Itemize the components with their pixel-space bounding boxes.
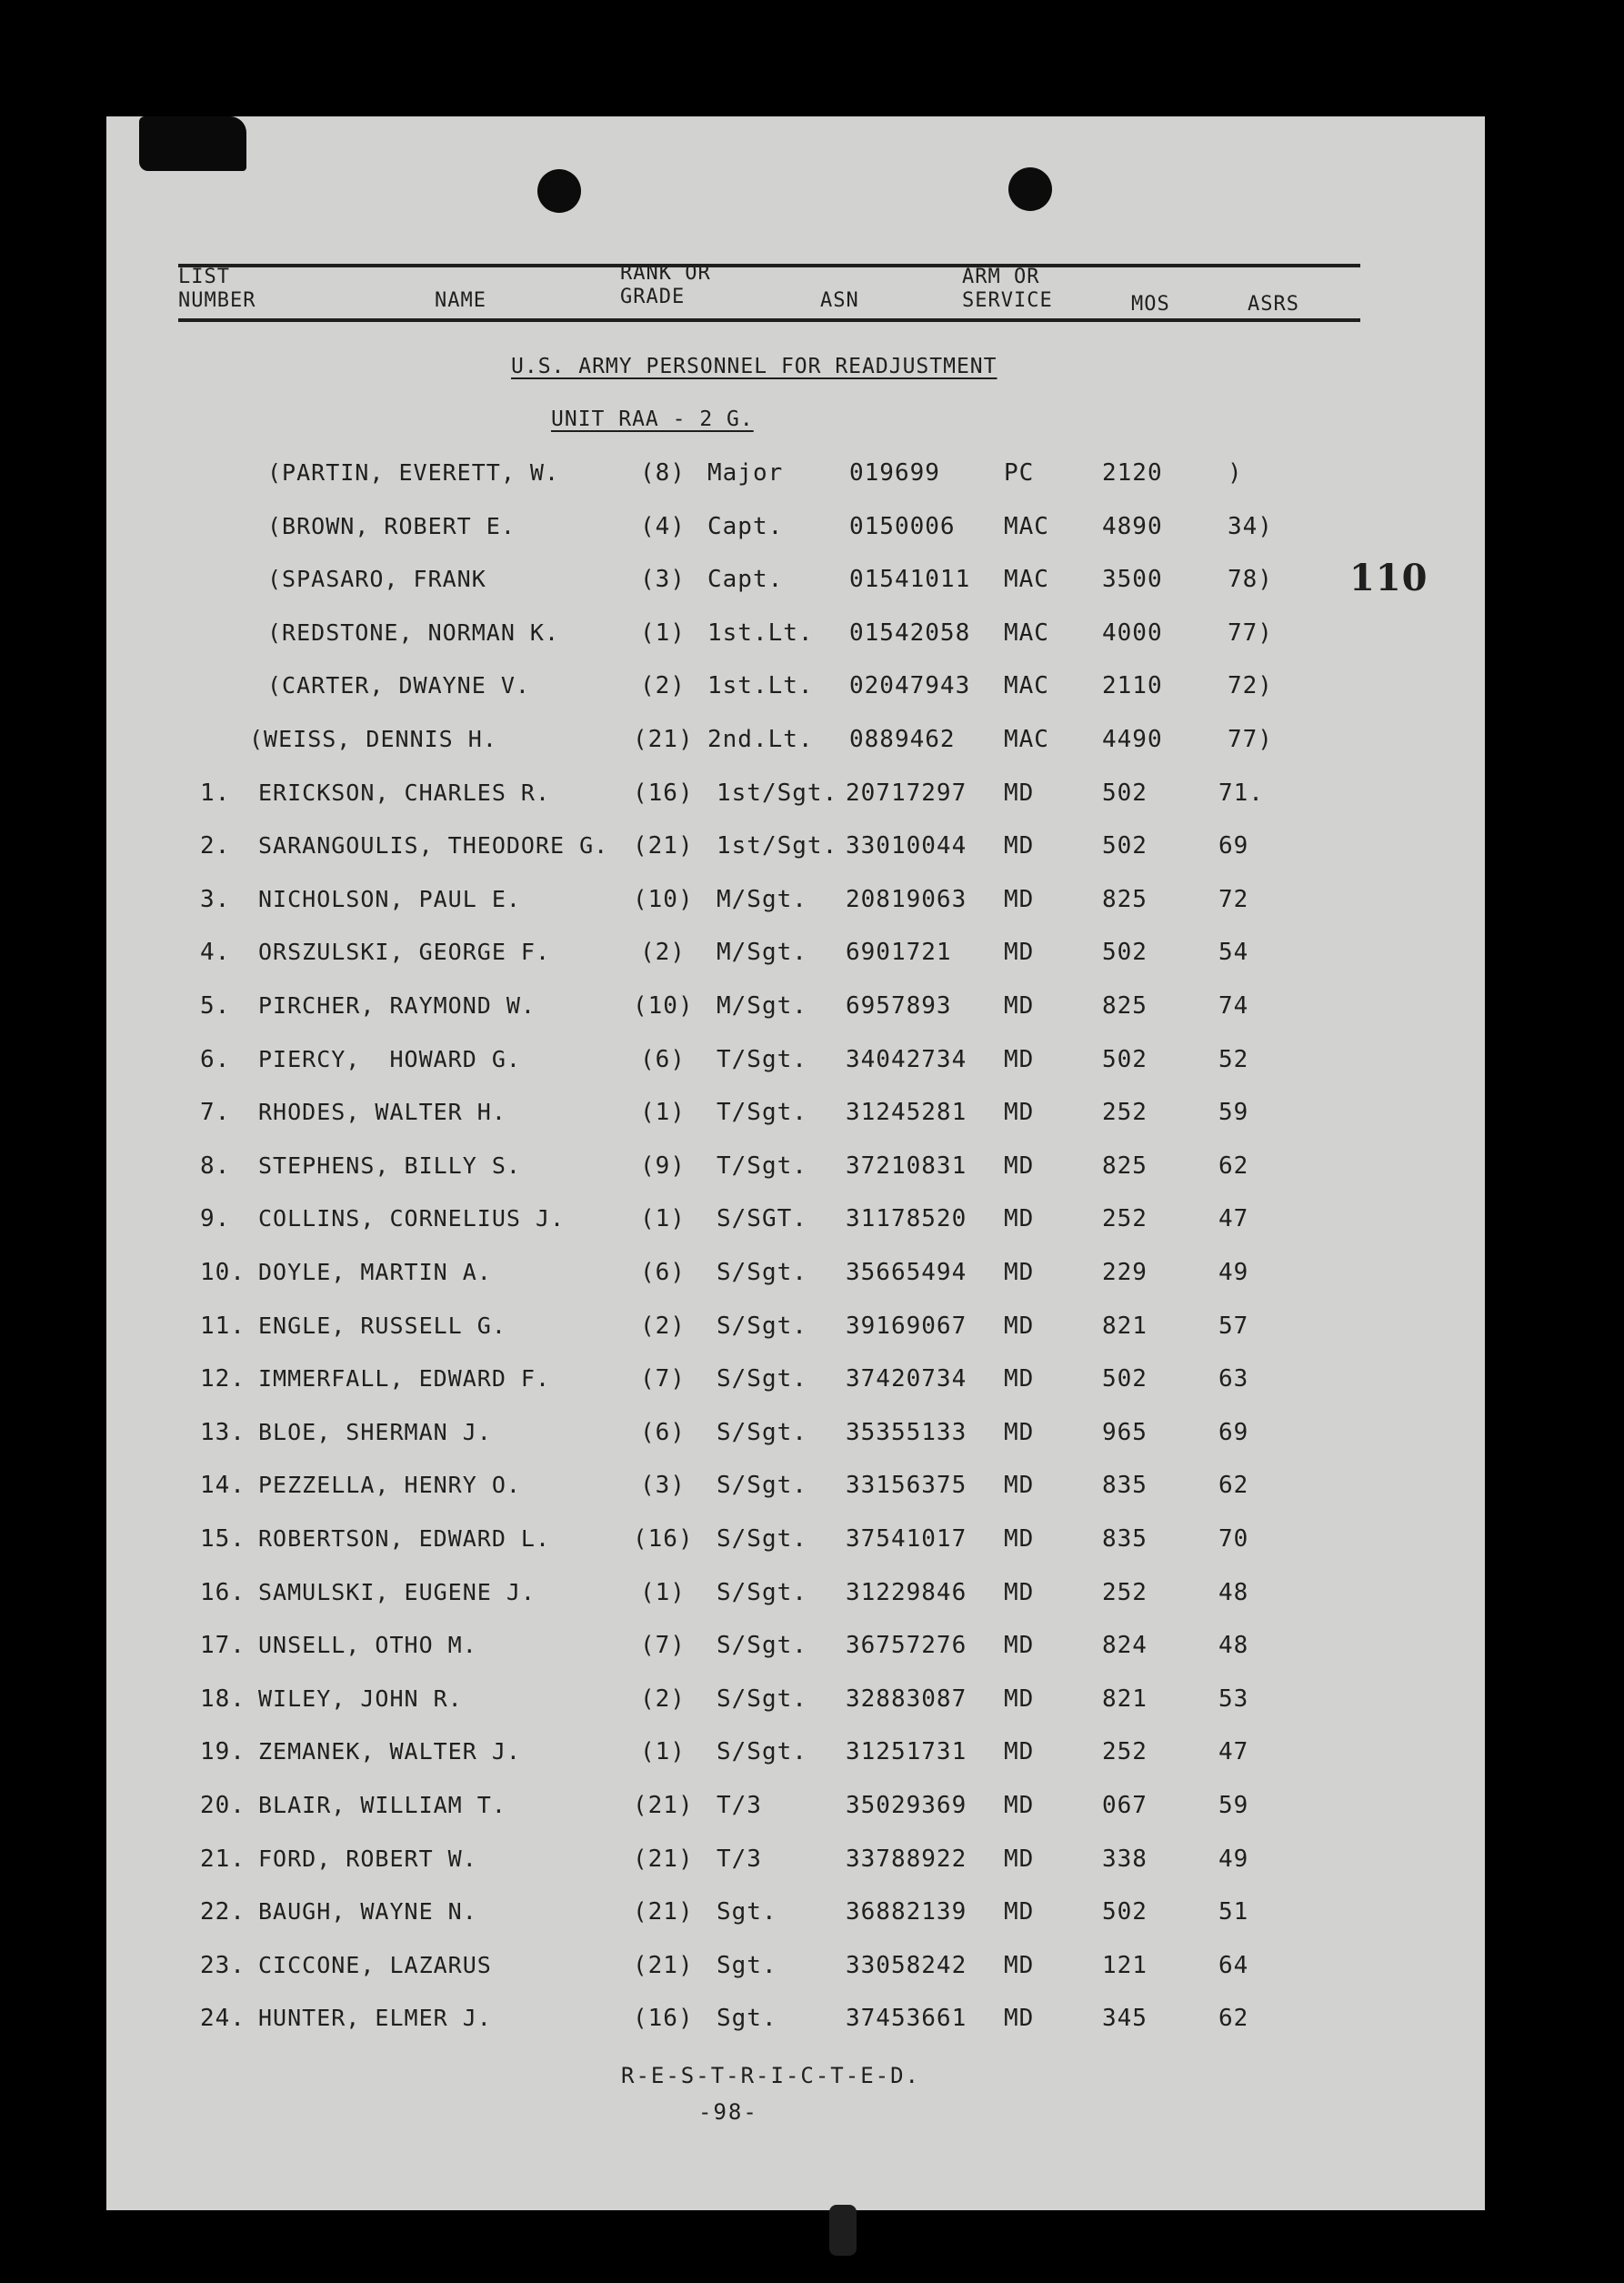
- row-name: RHODES, WALTER H.: [258, 1099, 506, 1126]
- row-name: (SPASARO, FRANK: [267, 566, 486, 593]
- row-name: STEPHENS, BILLY S.: [258, 1152, 521, 1179]
- row-rank: T/Sgt.: [717, 1045, 807, 1073]
- row-arm-service: MD: [1004, 1525, 1035, 1553]
- row-name: SAMULSKI, EUGENE J.: [258, 1578, 536, 1605]
- row-number: 10.: [200, 1259, 246, 1286]
- row-grade: (2): [640, 1312, 686, 1340]
- row-number: 19.: [200, 1738, 246, 1766]
- row-asn: 33010044: [846, 832, 967, 860]
- row-rank: 1st.Lt.: [707, 672, 814, 700]
- row-grade: (3): [640, 566, 686, 594]
- row-number: 11.: [200, 1312, 246, 1340]
- row-number: 7.: [200, 1099, 231, 1127]
- row-arm-service: MD: [1004, 1045, 1035, 1073]
- row-asn: 37453661: [846, 2005, 967, 2033]
- table-row: [0, 1099, 1624, 1135]
- row-mos: 229: [1102, 1259, 1148, 1286]
- row-asn: 37420734: [846, 1365, 967, 1393]
- row-asn: 32883087: [846, 1685, 967, 1713]
- row-asn: 6901721: [846, 939, 952, 967]
- row-mos: 821: [1102, 1312, 1148, 1340]
- row-rank: T/3: [717, 1845, 762, 1873]
- row-mos: 4490: [1102, 726, 1163, 753]
- row-grade: (21): [633, 1898, 694, 1926]
- row-arm-service: PC: [1004, 459, 1035, 487]
- row-name: ERICKSON, CHARLES R.: [258, 779, 551, 806]
- row-mos: 3500: [1102, 566, 1163, 594]
- row-rank: M/Sgt.: [717, 992, 807, 1020]
- row-grade: (1): [640, 1738, 686, 1766]
- table-row: [0, 459, 1624, 496]
- row-asn: 34042734: [846, 1045, 967, 1073]
- row-name: (BROWN, ROBERT E.: [267, 512, 516, 539]
- row-mos: 502: [1102, 939, 1148, 967]
- row-mos: 2110: [1102, 672, 1163, 700]
- row-mos: 825: [1102, 885, 1148, 913]
- restricted-marking: R-E-S-T-R-I-C-T-E-D.: [621, 2063, 920, 2088]
- header-arm-or-service: ARM OR SERVICE: [962, 266, 1053, 312]
- row-grade: (10): [633, 885, 694, 913]
- row-asn: 31251731: [846, 1738, 967, 1766]
- row-name: ROBERTSON, EDWARD L.: [258, 1525, 551, 1552]
- row-mos: 338: [1102, 1845, 1148, 1873]
- row-mos: 825: [1102, 1152, 1148, 1180]
- header-list-number: LIST NUMBER: [178, 266, 256, 312]
- table-row: [0, 1312, 1624, 1349]
- row-asrs: 70: [1218, 1525, 1249, 1553]
- row-asrs: 49: [1218, 1845, 1249, 1873]
- table-row: [0, 1898, 1624, 1935]
- row-rank: S/Sgt.: [717, 1472, 807, 1500]
- row-arm-service: MD: [1004, 832, 1035, 860]
- row-mos: 4890: [1102, 512, 1163, 540]
- row-asrs: 51: [1218, 1898, 1249, 1926]
- row-mos: 2120: [1102, 459, 1163, 487]
- row-asn: 37210831: [846, 1152, 967, 1180]
- row-asrs: 71.: [1218, 779, 1264, 807]
- row-asn: 0889462: [849, 726, 956, 753]
- table-row: [0, 1632, 1624, 1668]
- row-name: ENGLE, RUSSELL G.: [258, 1312, 506, 1339]
- row-name: WILEY, JOHN R.: [258, 1685, 463, 1712]
- row-name: PEZZELLA, HENRY O.: [258, 1472, 521, 1499]
- row-grade: (21): [633, 1845, 694, 1873]
- row-arm-service: MD: [1004, 779, 1035, 807]
- row-grade: (6): [640, 1045, 686, 1073]
- row-grade: (1): [640, 1205, 686, 1233]
- table-row: [0, 1792, 1624, 1828]
- table-row: [0, 1365, 1624, 1402]
- row-rank: S/SGT.: [717, 1205, 807, 1233]
- table-row: [0, 1579, 1624, 1615]
- row-rank: S/Sgt.: [717, 1685, 807, 1713]
- row-number: 8.: [200, 1152, 231, 1180]
- row-arm-service: MD: [1004, 1418, 1035, 1446]
- row-name: UNSELL, OTHO M.: [258, 1632, 477, 1659]
- row-asrs: 78): [1228, 566, 1273, 594]
- row-arm-service: MAC: [1004, 566, 1049, 594]
- row-asrs: 48: [1218, 1578, 1249, 1606]
- row-number: 21.: [200, 1845, 246, 1873]
- row-arm-service: MD: [1004, 939, 1035, 967]
- row-asn: 02047943: [849, 672, 971, 700]
- row-name: ZEMANEK, WALTER J.: [258, 1738, 521, 1765]
- row-mos: 965: [1102, 1418, 1148, 1446]
- row-rank: S/Sgt.: [717, 1418, 807, 1446]
- row-asn: 01541011: [849, 566, 971, 594]
- row-number: 6.: [200, 1045, 231, 1073]
- row-number: 20.: [200, 1792, 246, 1819]
- row-rank: Capt.: [707, 566, 784, 594]
- table-row: [0, 992, 1624, 1029]
- row-name: IMMERFALL, EDWARD F.: [258, 1365, 551, 1393]
- row-rank: T/Sgt.: [717, 1099, 807, 1127]
- row-asrs: 69: [1218, 1418, 1249, 1446]
- row-grade: (1): [640, 1099, 686, 1127]
- row-asn: 33058242: [846, 1951, 967, 1979]
- row-grade: (10): [633, 992, 694, 1020]
- row-arm-service: MD: [1004, 1738, 1035, 1766]
- row-mos: 825: [1102, 992, 1148, 1020]
- row-name: FORD, ROBERT W.: [258, 1845, 477, 1872]
- row-asrs: 62: [1218, 1152, 1249, 1180]
- row-asn: 31178520: [846, 1205, 967, 1233]
- row-grade: (1): [640, 1578, 686, 1606]
- row-arm-service: MAC: [1004, 619, 1049, 647]
- row-asn: 37541017: [846, 1525, 967, 1553]
- table-row: [0, 1152, 1624, 1189]
- table-row: [0, 886, 1624, 922]
- row-asrs: 62: [1218, 2005, 1249, 2033]
- row-grade: (6): [640, 1259, 686, 1286]
- row-rank: 1st.Lt.: [707, 619, 814, 647]
- row-number: 9.: [200, 1205, 231, 1233]
- row-arm-service: MD: [1004, 1152, 1035, 1180]
- row-grade: (9): [640, 1152, 686, 1180]
- table-row: [0, 1419, 1624, 1455]
- table-row: [0, 566, 1624, 602]
- row-asrs: 64: [1218, 1951, 1249, 1979]
- row-number: 22.: [200, 1898, 246, 1926]
- row-number: 5.: [200, 992, 231, 1020]
- row-number: 17.: [200, 1632, 246, 1660]
- row-name: (PARTIN, EVERETT, W.: [267, 459, 560, 486]
- row-mos: 121: [1102, 1951, 1148, 1979]
- row-mos: 502: [1102, 779, 1148, 807]
- table-row: [0, 2005, 1624, 2041]
- row-rank: S/Sgt.: [717, 1312, 807, 1340]
- row-asrs: 53: [1218, 1685, 1249, 1713]
- row-arm-service: MD: [1004, 1951, 1035, 1979]
- row-rank: S/Sgt.: [717, 1632, 807, 1660]
- row-arm-service: MD: [1004, 992, 1035, 1020]
- row-name: BLOE, SHERMAN J.: [258, 1418, 492, 1445]
- row-asrs: 62: [1218, 1472, 1249, 1500]
- row-mos: 502: [1102, 832, 1148, 860]
- row-name: PIRCHER, RAYMOND W.: [258, 992, 536, 1019]
- row-asrs: 54: [1218, 939, 1249, 967]
- row-rank: Sgt.: [717, 2005, 777, 2033]
- row-mos: 835: [1102, 1472, 1148, 1500]
- row-name: NICHOLSON, PAUL E.: [258, 885, 521, 912]
- row-asrs: 48: [1218, 1632, 1249, 1660]
- row-grade: (21): [633, 832, 694, 860]
- row-name: COLLINS, CORNELIUS J.: [258, 1205, 566, 1232]
- row-grade: (7): [640, 1365, 686, 1393]
- row-arm-service: MD: [1004, 1685, 1035, 1713]
- row-arm-service: MD: [1004, 1845, 1035, 1873]
- row-grade: (2): [640, 939, 686, 967]
- row-grade: (2): [640, 672, 686, 700]
- row-number: 3.: [200, 885, 231, 913]
- row-name: BAUGH, WAYNE N.: [258, 1898, 477, 1926]
- row-arm-service: MD: [1004, 1472, 1035, 1500]
- row-asrs: 34): [1228, 512, 1273, 540]
- side-page-number: 110: [1349, 557, 1429, 599]
- row-asn: 36882139: [846, 1898, 967, 1926]
- row-arm-service: MD: [1004, 1632, 1035, 1660]
- row-asrs: 77): [1228, 619, 1273, 647]
- row-mos: 252: [1102, 1738, 1148, 1766]
- row-arm-service: MD: [1004, 2005, 1035, 2033]
- table-row: [0, 832, 1624, 869]
- row-asrs: 72: [1218, 885, 1249, 913]
- row-name: ORSZULSKI, GEORGE F.: [258, 939, 551, 966]
- table-row: [0, 1846, 1624, 1882]
- header-rule-top: [178, 264, 1360, 267]
- row-rank: M/Sgt.: [717, 885, 807, 913]
- row-grade: (16): [633, 779, 694, 807]
- row-number: 23.: [200, 1951, 246, 1979]
- row-asrs: 49: [1218, 1259, 1249, 1286]
- row-asn: 20717297: [846, 779, 967, 807]
- row-mos: 502: [1102, 1045, 1148, 1073]
- row-asrs: 59: [1218, 1792, 1249, 1819]
- row-mos: 824: [1102, 1632, 1148, 1660]
- row-rank: Sgt.: [717, 1951, 777, 1979]
- row-asn: 31245281: [846, 1099, 967, 1127]
- row-rank: Sgt.: [717, 1898, 777, 1926]
- row-name: (REDSTONE, NORMAN K.: [267, 619, 560, 646]
- row-asn: 33156375: [846, 1472, 967, 1500]
- row-grade: (16): [633, 2005, 694, 2033]
- row-mos: 067: [1102, 1792, 1148, 1819]
- row-asn: 20819063: [846, 885, 967, 913]
- row-grade: (8): [640, 459, 686, 487]
- page-number: -98-: [698, 2099, 758, 2125]
- row-asrs: 52: [1218, 1045, 1249, 1073]
- row-asrs: 47: [1218, 1738, 1249, 1766]
- row-number: 18.: [200, 1685, 246, 1713]
- table-row: [0, 1685, 1624, 1722]
- row-mos: 835: [1102, 1525, 1148, 1553]
- header-mos: MOS: [1131, 293, 1170, 316]
- table-row: [0, 1738, 1624, 1775]
- row-asn: 31229846: [846, 1578, 967, 1606]
- row-number: 16.: [200, 1578, 246, 1606]
- row-rank: Capt.: [707, 512, 784, 540]
- row-name: BLAIR, WILLIAM T.: [258, 1792, 506, 1818]
- row-mos: 345: [1102, 2005, 1148, 2033]
- row-arm-service: MAC: [1004, 726, 1049, 753]
- row-grade: (3): [640, 1472, 686, 1500]
- table-row: [0, 619, 1624, 656]
- row-number: 12.: [200, 1365, 246, 1393]
- row-name: (CARTER, DWAYNE V.: [267, 672, 530, 699]
- row-asn: 01542058: [849, 619, 971, 647]
- row-name: SARANGOULIS, THEODORE G.: [258, 832, 609, 860]
- table-row: [0, 1259, 1624, 1295]
- row-mos: 252: [1102, 1099, 1148, 1127]
- row-number: 1.: [200, 779, 231, 807]
- row-grade: (21): [633, 1951, 694, 1979]
- header-asn: ASN: [820, 289, 859, 312]
- row-rank: S/Sgt.: [717, 1578, 807, 1606]
- table-row: [0, 726, 1624, 762]
- row-grade: (6): [640, 1418, 686, 1446]
- row-asrs: 69: [1218, 832, 1249, 860]
- row-arm-service: MAC: [1004, 512, 1049, 540]
- row-grade: (4): [640, 512, 686, 540]
- row-arm-service: MD: [1004, 1792, 1035, 1819]
- row-asn: 0150006: [849, 512, 956, 540]
- row-asn: 35029369: [846, 1792, 967, 1819]
- row-name: CICCONE, LAZARUS: [258, 1951, 492, 1978]
- row-asn: 33788922: [846, 1845, 967, 1873]
- row-mos: 502: [1102, 1898, 1148, 1926]
- row-grade: (21): [633, 726, 694, 753]
- row-asn: 36757276: [846, 1632, 967, 1660]
- row-name: PIERCY, HOWARD G.: [258, 1045, 521, 1072]
- row-asrs: 72): [1228, 672, 1273, 700]
- table-row: [0, 1952, 1624, 1988]
- row-rank: Major: [707, 459, 784, 487]
- row-arm-service: MD: [1004, 1365, 1035, 1393]
- row-rank: M/Sgt.: [717, 939, 807, 967]
- row-rank: 2nd.Lt.: [707, 726, 814, 753]
- row-mos: 4000: [1102, 619, 1163, 647]
- row-arm-service: MD: [1004, 885, 1035, 913]
- row-asn: 019699: [849, 459, 940, 487]
- row-arm-service: MD: [1004, 1898, 1035, 1926]
- row-asrs: 59: [1218, 1099, 1249, 1127]
- row-rank: S/Sgt.: [717, 1525, 807, 1553]
- row-rank: S/Sgt.: [717, 1738, 807, 1766]
- table-row: [0, 939, 1624, 975]
- row-arm-service: MD: [1004, 1099, 1035, 1127]
- row-asn: 39169067: [846, 1312, 967, 1340]
- table-row: [0, 779, 1624, 816]
- row-mos: 252: [1102, 1205, 1148, 1233]
- row-grade: (7): [640, 1632, 686, 1660]
- document-title: U.S. ARMY PERSONNEL FOR READJUSTMENT: [511, 355, 997, 378]
- row-rank: T/3: [717, 1792, 762, 1819]
- row-asrs: ): [1228, 459, 1243, 487]
- row-grade: (2): [640, 1685, 686, 1713]
- row-rank: S/Sgt.: [717, 1259, 807, 1286]
- row-number: 15.: [200, 1525, 246, 1553]
- row-asrs: 57: [1218, 1312, 1249, 1340]
- header-name: NAME: [435, 289, 486, 312]
- row-mos: 252: [1102, 1578, 1148, 1606]
- header-rank-or-grade: RANK OR GRADE: [620, 262, 711, 308]
- header-asrs: ASRS: [1248, 293, 1299, 316]
- row-grade: (21): [633, 1792, 694, 1819]
- table-row: [0, 1205, 1624, 1242]
- row-arm-service: MAC: [1004, 672, 1049, 700]
- row-asn: 6957893: [846, 992, 952, 1020]
- row-mos: 502: [1102, 1365, 1148, 1393]
- row-rank: 1st/Sgt.: [717, 779, 838, 807]
- row-asn: 35355133: [846, 1418, 967, 1446]
- row-asrs: 74: [1218, 992, 1249, 1020]
- row-arm-service: MD: [1004, 1578, 1035, 1606]
- table-row: [0, 672, 1624, 709]
- punch-hole-left: [537, 169, 581, 213]
- row-number: 24.: [200, 2005, 246, 2033]
- row-name: HUNTER, ELMER J.: [258, 2005, 492, 2032]
- table-row: [0, 1525, 1624, 1562]
- redaction-mark-bottom: [829, 2205, 857, 2256]
- row-arm-service: MD: [1004, 1259, 1035, 1286]
- row-number: 4.: [200, 939, 231, 967]
- row-rank: 1st/Sgt.: [717, 832, 838, 860]
- header-rule-bottom: [178, 318, 1360, 322]
- row-grade: (1): [640, 619, 686, 647]
- punch-hole-right: [1008, 167, 1052, 211]
- table-row: [0, 513, 1624, 549]
- row-asn: 35665494: [846, 1259, 967, 1286]
- table-row: [0, 1046, 1624, 1082]
- row-asrs: 77): [1228, 726, 1273, 753]
- row-rank: S/Sgt.: [717, 1365, 807, 1393]
- row-number: 13.: [200, 1418, 246, 1446]
- row-number: 14.: [200, 1472, 246, 1500]
- row-name: (WEISS, DENNIS H.: [249, 726, 497, 752]
- unit-label: UNIT RAA - 2 G.: [551, 407, 754, 431]
- row-grade: (16): [633, 1525, 694, 1553]
- row-name: DOYLE, MARTIN A.: [258, 1259, 492, 1285]
- redaction-mark: [139, 116, 246, 171]
- row-arm-service: MD: [1004, 1205, 1035, 1233]
- row-mos: 821: [1102, 1685, 1148, 1713]
- row-rank: T/Sgt.: [717, 1152, 807, 1180]
- row-asrs: 63: [1218, 1365, 1249, 1393]
- row-asrs: 47: [1218, 1205, 1249, 1233]
- table-row: [0, 1472, 1624, 1508]
- row-arm-service: MD: [1004, 1312, 1035, 1340]
- row-number: 2.: [200, 832, 231, 860]
